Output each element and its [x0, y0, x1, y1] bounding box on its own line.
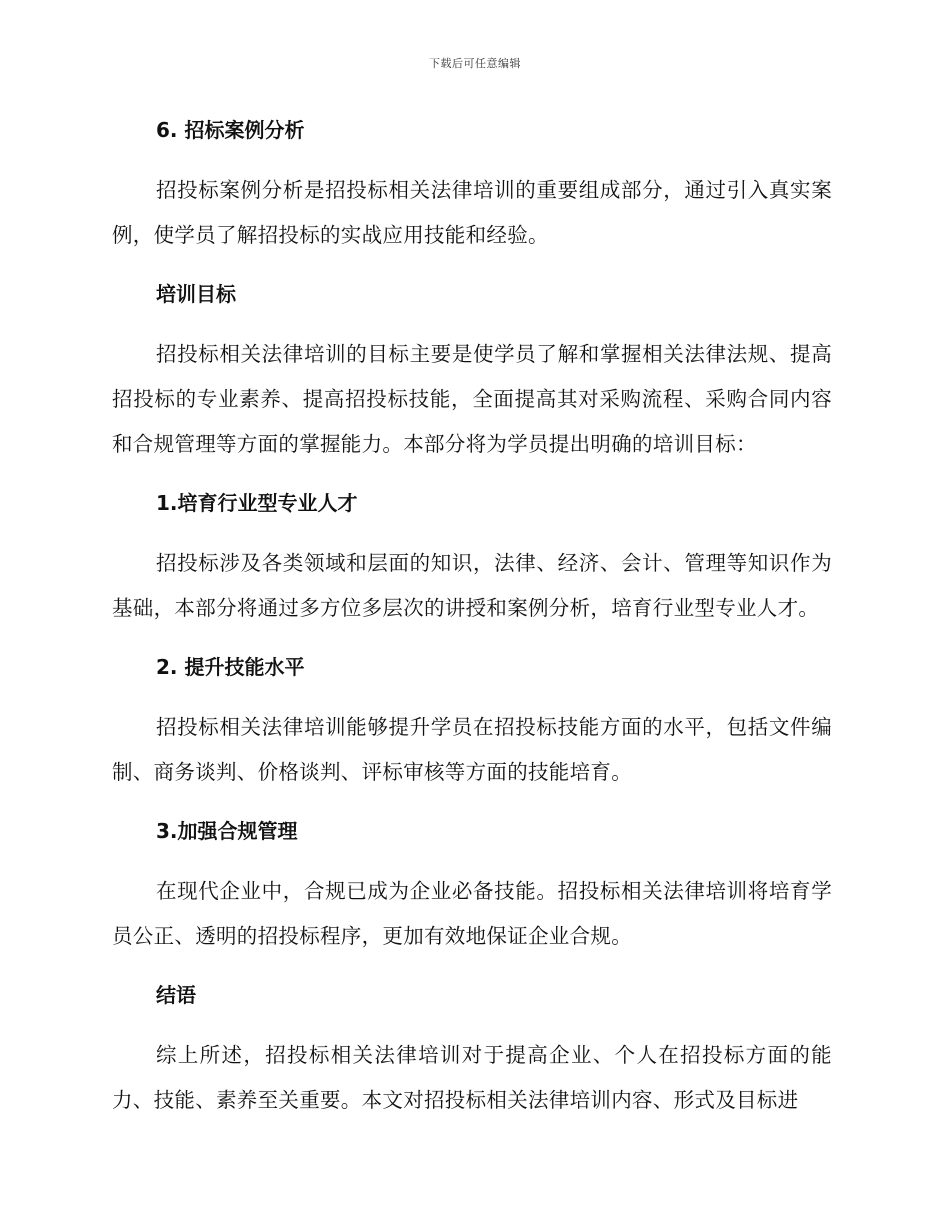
- paragraph-compliance: 在现代企业中，合规已成为企业必备技能。招投标相关法律培训将培育学员公正、透明的招投标程序，更加有效地保证企业合规。: [112, 879, 832, 948]
- paragraph-cultivate-talent: 招投标涉及各类领域和层面的知识，法律、经济、会计、管理等知识作为基础，本部分将通过多方位多层次的讲授和案例分析，培育行业型专业人才。: [112, 551, 832, 620]
- section-heading-training-goals: 培训目标: [156, 282, 236, 306]
- section-heading-case-analysis: 6. 招标案例分析: [156, 118, 305, 142]
- document-body: [112, 110, 832, 1123]
- section-heading-conclusion: 结语: [156, 983, 196, 1007]
- page-header-note: 下载后可任意编辑: [429, 57, 521, 70]
- paragraph-case-analysis: 招投标案例分析是招投标相关法律培训的重要组成部分，通过引入真实案例，使学员了解招投标的实战应用技能和经验。: [112, 178, 832, 247]
- section-heading-improve-skills: 2. 提升技能水平: [156, 655, 305, 679]
- section-heading-cultivate-talent: 1.培育行业型专业人才: [156, 491, 358, 515]
- paragraph-improve-skills: 招投标相关法律培训能够提升学员在招投标技能方面的水平，包括文件编制、商务谈判、价格谈判、评标审核等方面的技能培育。: [112, 715, 832, 784]
- paragraph-conclusion: 综上所述，招投标相关法律培训对于提高企业、个人在招投标方面的能力、技能、素养至关重要。本文对招投标相关法律培训内容、形式及目标进: [112, 1043, 832, 1112]
- paragraph-training-goals: 招投标相关法律培训的目标主要是使学员了解和掌握相关法律法规、提高招投标的专业素养、提高招投标技能，全面提高其对采购流程、采购合同内容和合规管理等方面的掌握能力。本部分将为学员提出明确的培训目标：: [112, 342, 832, 456]
- section-heading-compliance: 3.加强合规管理: [156, 819, 298, 843]
